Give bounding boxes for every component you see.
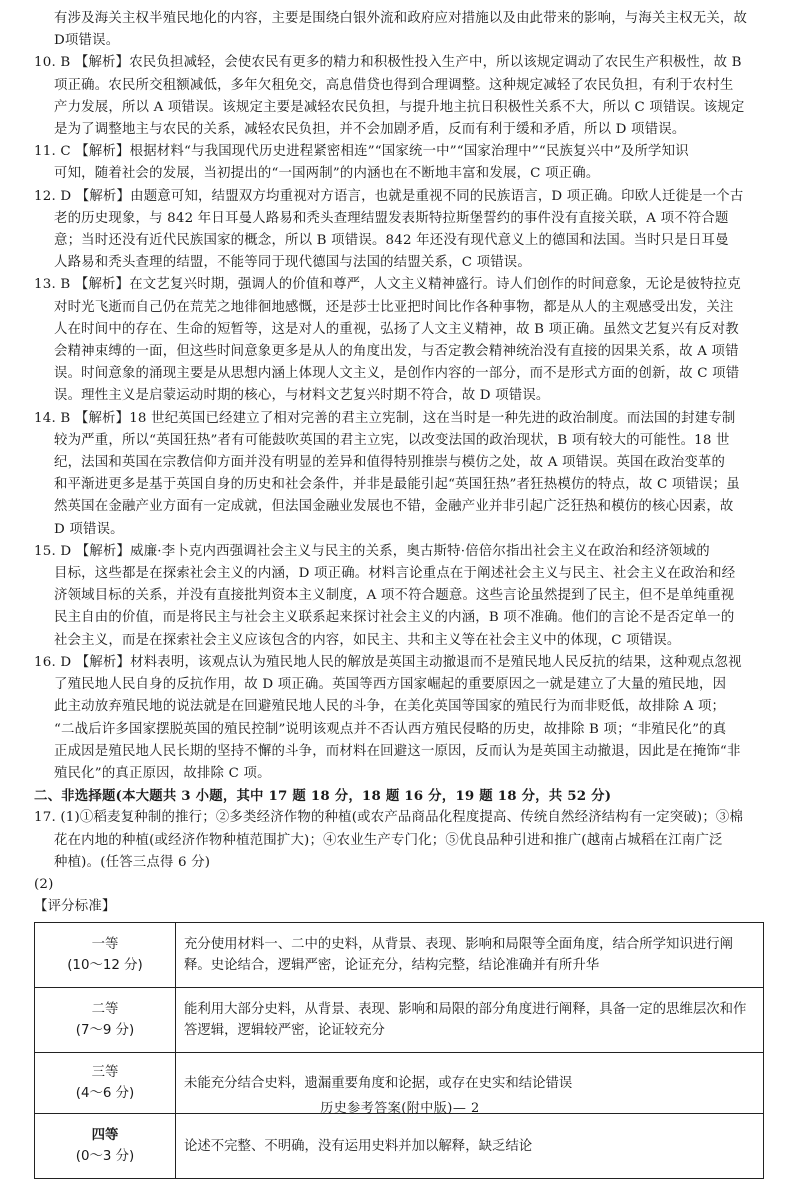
text-line: 种植)。(任答三点得 6 分) (54, 854, 211, 870)
text-line: 目标，这些都是在探索社会主义的内涵，D 项正确。材料言论重点在于阐述社会主义与民主、社会主义在政治和经 (54, 566, 736, 582)
text-line: 14. B 【解析】18 世纪英国已经建立了相对完善的君主立宪制，这在当时是一种先进的政治制度。而法国的封建专制 (34, 410, 736, 426)
text-line: 殖民化”的真正原因，故排除 C 项。 (54, 765, 271, 781)
text-line: 17. (1)①稻麦复种制的推行；②多类经济作物的种植(或农产品商品化程度提高、传统自然经济结构有一定突破)；③棉 (34, 810, 744, 826)
grade-row-4 (35, 1114, 764, 1179)
text-line: 然英国在金融产业方面有一定成就，但法国金融业发展也不错，金融产业并非引起广泛狂热和模仿的核心因素，故 (54, 499, 734, 515)
text-line: 16. D 【解析】材料表明，该观点认为殖民地人民的解放是英国主动撤退而不是殖民地人民反抗的结果，这种观点忽视 (34, 654, 742, 670)
text-line: D项错误。 (54, 33, 120, 49)
text-line: 此主动放弃殖民地的说法就是在回避殖民地人民的斗争，在美化英国等国家的殖民行为而非贬低，故排除 A 项； (54, 699, 726, 715)
text-line: 会精神束缚的一面，但这些时间意象更多是从人的角度出发，与否定教会精神统治没有直接的因果关系，故 A 项错 (54, 344, 739, 360)
grade-row-2 (35, 988, 764, 1053)
grade-level-cell (35, 923, 176, 988)
text-line: 产力发展，所以 A 项错误。该规定主要是减轻农民负担，与提升地主抗日积极性关系不大，所以 C 项错误。该规定 (54, 99, 745, 115)
grade-level: 一等 (91, 937, 119, 953)
text-line: (2) (34, 876, 54, 892)
text-line: 15. D 【解析】威廉·李卜克内西强调社会主义与民主的关系，奥古斯特·倍倍尔指出社会主义在政治和经济领域的 (34, 543, 710, 559)
text-line: 民主自由的价值，而是将民主与社会主义联系起来探讨社会主义的内涵，B 项不准确。他们的言论不是否定单一的 (54, 610, 735, 626)
grade-range: (7～9 分) (75, 1023, 135, 1039)
text-line: 11. C 【解析】根据材料“与我国现代历史进程紧密相连”“国家统一中”“国家治理中”“民族复兴中”及所学知识 (34, 144, 689, 160)
text-line: 意；当时还没有近代民族国家的概念，所以 B 项错误。842 年还没有现代意义上的德国和法国。当时只是日耳曼 (54, 233, 729, 249)
answer-text (34, 8, 764, 918)
text-line: 了殖民地人民自身的反抗作用，故 D 项正确。英国等西方国家崛起的重要原因之一就是建立了大量的殖民地，因 (54, 677, 727, 693)
text-line: 和平渐进更多是基于英国自身的历史和社会条件，并非是最能引起“英国狂热”者狂热模仿的特点，故 C 项错误；虽 (54, 477, 740, 493)
text-line: 误。理性主义是启蒙运动时期的核心，与材料文艺复兴时期不符合，故 D 项错误。 (54, 388, 550, 404)
grade-desc: 能利用大部分史料，从背景、表现、影响和局限的部分角度进行阐释，具备一定的思维层次和作答逻辑，逻辑较严密，论证较充分 (176, 988, 764, 1053)
text-line: “二战后许多国家摆脱英国的殖民控制”说明该观点并不否认西方殖民侵略的历史，故排除 B 项；“非殖民化”的真 (54, 721, 727, 737)
grade-level: 二等 (91, 1002, 119, 1018)
text-line: 10. B 【解析】农民负担减轻，会使农民有更多的精力和积极性投入生产中，所以该规定调动了农民生产积极性，故 B (34, 55, 742, 71)
text-line: 有涉及海关主权半殖民地化的内容，主要是围绕白银外流和政府应对措施以及由此带来的影响，与海关主权无关，故 (54, 11, 748, 26)
text-line: 13. B 【解析】在文艺复兴时期，强调人的价值和尊严，人文主义精神盛行。诗人们创作的时间意象，无论是彼特拉克 (34, 277, 741, 293)
grade-desc: 未能充分结合史料，遗漏重要角度和论据，或存在史实和结论错误 (176, 1053, 764, 1114)
page-footer: 历史参考答案(附中版)— 2 (320, 1101, 480, 1116)
text-line: 12. D 【解析】由题意可知，结盟双方均重视对方语言，也就是重视不同的民族语言，D 项正确。印欧人迁徙是一个古 (34, 188, 744, 204)
grade-range: (0～3 分) (75, 1149, 135, 1165)
text-line: 可知，随着社会的发展，当初提出的“一国两制”的内涵也在不断地丰富和发展，C 项正确。 (54, 166, 600, 182)
text-line: 人路易和秃头查理的结盟，不能等同于现代德国与法国的结盟关系，C 项错误。 (54, 255, 531, 271)
grade-level: 三等 (91, 1065, 119, 1081)
text-line: D 项错误。 (54, 521, 124, 537)
grade-level-cell (35, 1114, 176, 1179)
text-line: 误。时间意象的涌现主要是从思想内涵上体现人文主义，是创作内容的一部分，而不是形式方面的创新，故 C 项错 (54, 366, 740, 382)
text-line: 纪，法国和英国在宗教信仰方面并没有明显的差异和值得特别推崇与模仿之处，故 A 项错误。英国在政治变革的 (54, 455, 726, 471)
text-line: 较为严重，所以“英国狂热”者有可能鼓吹英国的君主立宪，以改变法国的政治现状，B 项有较大的可能性。18 世 (54, 432, 730, 448)
grade-range: (10～12 分) (67, 958, 143, 974)
text-line: 社会主义，而是在探索社会主义应该包含的内容，如民主、共和主义等在社会主义中的体现，C 项错误。 (54, 632, 681, 648)
grade-desc: 论述不完整、不明确，没有运用史料并加以解释，缺乏结论 (176, 1114, 764, 1179)
text-line: 花在内地的种植(或经济作物种植范围扩大)；④农业生产专门化；⑤优良品种引进和推广(越南占城稻在江南广泛 (54, 832, 723, 848)
grade-range: (4～6 分) (75, 1086, 135, 1102)
grade-row-1 (35, 923, 764, 988)
text-line: 对时光飞逝而自己仍在荒芜之地徘徊地感慨，还是莎士比亚把时间比作各种事物，都是从人的主观感受出发，关注 (54, 299, 734, 315)
text-line: 济领域目标的关系，并没有直接批判资本主义制度，A 项不符合题意。这些言论虽然提到了民主，但不是单纯重视 (54, 588, 735, 604)
grade-level-cell (35, 988, 176, 1053)
text-line: 人在时间中的存在、生命的短暂等，这是对人的重视，弘扬了人文主义精神，故 B 项正确。虽然文艺复兴有反对教 (54, 321, 739, 337)
text-line: 【评分标准】 (34, 899, 116, 915)
text-line: 是为了调整地主与农民的关系，减轻农民负担，并不会加剧矛盾，反而有利于缓和矛盾，所以 D 项错误。 (54, 122, 686, 138)
text-line: 二、非选择题(本大题共 3 小题，其中 17 题 18 分，18 题 16 分，19 题 18 分，共 52 分) (34, 788, 612, 805)
grading-table (34, 922, 764, 1179)
text-line: 项正确。农民所交租额减低，多年欠租免交，高息借贷也得到合理调整。这种规定减轻了农民负担，有利于农村生 (54, 77, 734, 93)
text-line: 老的历史现象，与 842 年日耳曼人路易和秃头查理结盟发表斯特拉斯堡誓约的事件没有直接关联，A 项不符合题 (54, 210, 729, 226)
text-line: 正成因是殖民地人民长期的坚持不懈的斗争，而材料在回避这一原因，反而认为是英国主动撤退，因此是在掩饰“非 (54, 743, 741, 759)
grade-desc: 充分使用材料一、二中的史料，从背景、表现、影响和局限等全面角度，结合所学知识进行阐释。史论结合，逻辑严密，论证充分，结构完整，结论准确并有所升华 (176, 923, 764, 988)
grade-level: 四等 (91, 1128, 119, 1144)
